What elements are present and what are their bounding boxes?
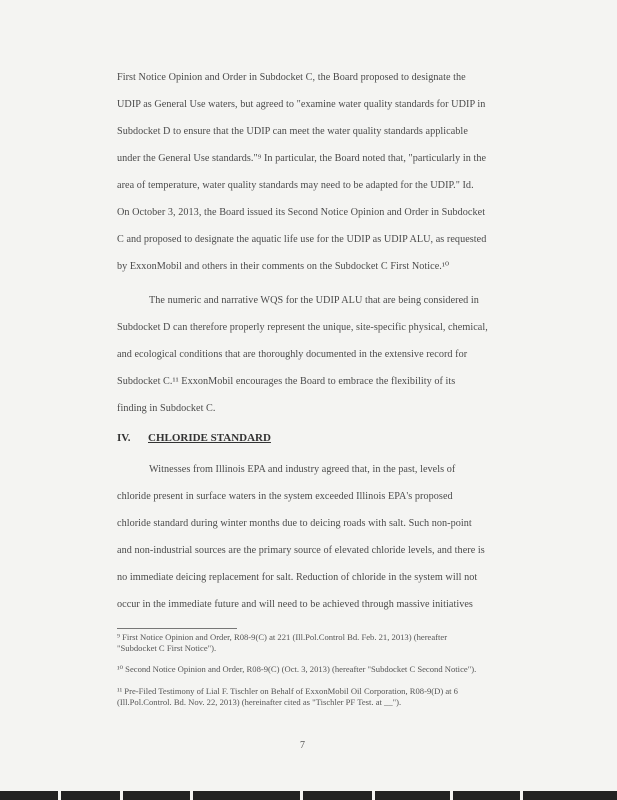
text-line: occur in the immediate future and will need to be achieved through massive initiatives — [117, 599, 473, 610]
text-line: no immediate deicing replacement for salt. Reduction of chloride in the system will not — [117, 572, 478, 583]
footnote-divider — [117, 628, 237, 629]
text-line: finding in Subdocket C. — [117, 403, 216, 414]
text-line: On October 3, 2013, the Board issued its Second Notice Opinion and Order in Subdocket — [117, 207, 486, 218]
footnote-line: "Subdocket C First Notice"). — [117, 643, 217, 653]
text-line: chloride present in surface waters in the system exceeded Illinois EPA's proposed — [117, 491, 453, 502]
footnote-line: ⁹ First Notice Opinion and Order, R08-9(C) at 221 (Ill.Pol.Control Bd. Feb. 21, 2013) (hereafter — [117, 632, 448, 642]
text-line: chloride standard during winter months due to deicing roads with salt. Such non-point — [117, 518, 472, 529]
text-line: by ExxonMobil and others in their comments on the Subdocket C First Notice.¹⁰ — [117, 261, 450, 272]
section-heading — [117, 432, 271, 444]
text-line: and ecological conditions that are thoroughly documented in the extensive record for — [117, 349, 468, 360]
footnote-line: ¹¹ Pre-Filed Testimony of Lial F. Tischler on Behalf of ExxonMobil Oil Corporation, R08-9(D) at 6 — [117, 686, 458, 696]
page-number: 7 — [300, 740, 305, 751]
text-line: under the General Use standards."⁹ In particular, the Board noted that, "particularly in the — [117, 153, 487, 164]
scan-border — [0, 791, 617, 800]
footnote-line: ¹⁰ Second Notice Opinion and Order, R08-9(C) (Oct. 3, 2013) (hereafter "Subdocket C Second Notice"). — [117, 664, 477, 674]
text-line: area of temperature, water quality standards may need to be adapted for the UDIP." Id. — [117, 180, 474, 191]
section-title: CHLORIDE STANDARD — [148, 432, 271, 444]
text-line: and non-industrial sources are the primary source of elevated chloride levels, and there is — [117, 545, 485, 556]
text-line: Witnesses from Illinois EPA and industry agreed that, in the past, levels of — [149, 464, 456, 475]
text-line: C and proposed to designate the aquatic life use for the UDIP as UDIP ALU, as requested — [117, 234, 487, 245]
text-line: UDIP as General Use waters, but agreed to "examine water quality standards for UDIP in — [117, 99, 486, 110]
section-number: IV. — [117, 432, 131, 444]
text-line: Subdocket D to ensure that the UDIP can meet the water quality standards applicable — [117, 126, 468, 137]
text-line: First Notice Opinion and Order in Subdocket C, the Board proposed to designate the — [117, 72, 466, 83]
text-line: Subdocket D can therefore properly represent the unique, site-specific physical, chemical, — [117, 322, 488, 333]
footnote-line: (Ill.Pol.Control. Bd. Nov. 22, 2013) (hereinafter cited as "Tischler PF Test. at __"). — [117, 697, 402, 707]
text-line: The numeric and narrative WQS for the UDIP ALU that are being considered in — [149, 295, 479, 306]
text-line: Subdocket C.¹¹ ExxonMobil encourages the Board to embrace the flexibility of its — [117, 376, 456, 387]
